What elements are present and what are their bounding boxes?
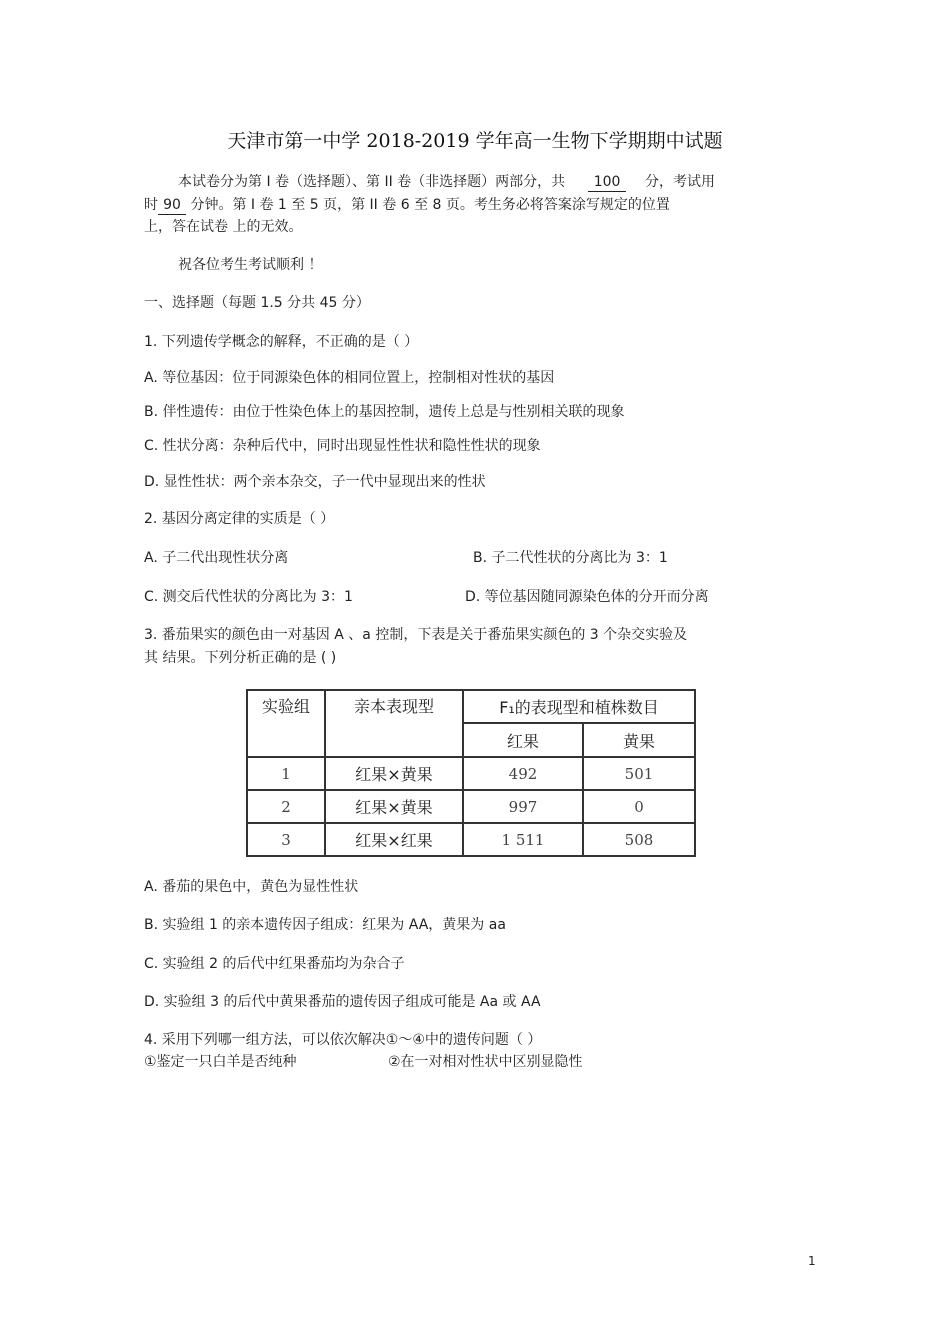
exam-title: 天津市第一中学 2018-2019 学年高一生物下学期期中试题 — [227, 130, 723, 152]
q3-option-d: D. 实验组 3 的后代中黄果番茄的遗传因子组成可能是 Aa 或 AA — [144, 994, 541, 1010]
row-group: 2 — [247, 790, 325, 823]
header-yellow: 黄果 — [583, 723, 695, 757]
intro-text-1a: 本试卷分为第 I 卷（选择题）、第 II 卷（非选择题）两部分，共 — [178, 174, 566, 190]
q1-stem: 1. 下列遗传学概念的解释，不正确的是（ ） — [144, 334, 419, 350]
intro-line-1 — [178, 173, 715, 192]
q4-stem: 4. 采用下列哪一组方法，可以依次解决①～④中的遗传问题（ ） — [144, 1032, 542, 1048]
row-red: 997 — [463, 790, 583, 823]
table-row — [247, 790, 695, 823]
row-yellow: 0 — [583, 790, 695, 823]
total-score: 100 — [588, 173, 626, 192]
section-heading: 一、选择题（每题 1.5 分共 45 分） — [144, 295, 370, 311]
tomato-cross-table — [246, 689, 696, 857]
row-parent: 红果×黄果 — [325, 757, 463, 790]
page-number: 1 — [808, 1254, 816, 1268]
row-red: 492 — [463, 757, 583, 790]
q3-option-c: C. 实验组 2 的后代中红果番茄均为杂合子 — [144, 956, 405, 972]
header-red: 红果 — [463, 723, 583, 757]
q2-option-c: C. 测交后代性状的分离比为 3：1 — [144, 589, 353, 605]
q1-option-a: A. 等位基因：位于同源染色体的相同位置上，控制相对性状的基因 — [144, 370, 555, 386]
q2-option-b: B. 子二代性状的分离比为 3：1 — [473, 550, 668, 566]
q1-option-d: D. 显性性状：两个亲本杂交，子一代中显现出来的性状 — [144, 474, 486, 490]
q3-stem-line-2: 其 结果。下列分析正确的是 ( ) — [144, 650, 337, 666]
exam-minutes: 90 — [158, 196, 186, 215]
q1-option-c: C. 性状分离：杂种后代中，同时出现显性性状和隐性性状的现象 — [144, 438, 541, 454]
intro-text-1b: 分，考试用 — [645, 174, 715, 190]
row-parent: 红果×黄果 — [325, 790, 463, 823]
table-row — [247, 823, 695, 856]
header-group: 实验组 — [247, 690, 325, 757]
intro-text-2b: 分钟。第 I 卷 1 至 5 页，第 II 卷 6 至 8 页。考生务必将答案涂写规定的位置 — [190, 197, 670, 213]
header-parent: 亲本表现型 — [325, 690, 463, 757]
q4-item-2: ②在一对相对性状中区别显隐性 — [388, 1054, 583, 1070]
q2-stem: 2. 基因分离定律的实质是（ ） — [144, 511, 335, 527]
q3-option-b: B. 实验组 1 的亲本遗传因子组成：红果为 AA，黄果为 aa — [144, 917, 506, 933]
table-row — [247, 757, 695, 790]
q2-option-a: A. 子二代出现性状分离 — [144, 550, 289, 566]
q3-option-a: A. 番茄的果色中，黄色为显性性状 — [144, 879, 359, 895]
row-parent: 红果×红果 — [325, 823, 463, 856]
q2-option-d: D. 等位基因随同源染色体的分开而分离 — [465, 589, 709, 605]
row-group: 1 — [247, 757, 325, 790]
row-group: 3 — [247, 823, 325, 856]
q4-item-1: ①鉴定一只白羊是否纯种 — [144, 1054, 297, 1070]
row-red: 1 511 — [463, 823, 583, 856]
q3-stem-line-1: 3. 番茄果实的颜色由一对基因 A 、a 控制，下表是关于番茄果实颜色的 3 个杂交实验及 — [144, 627, 688, 643]
intro-line-3: 上，答在试卷 上的无效。 — [144, 219, 303, 235]
good-luck-text: 祝各位考生考试顺利 ！ — [178, 257, 323, 273]
q1-option-b: B. 伴性遗传：由位于性染色体上的基因控制，遗传上总是与性别相关联的现象 — [144, 404, 625, 420]
row-yellow: 501 — [583, 757, 695, 790]
intro-text-2a: 时 — [144, 197, 158, 213]
intro-line-2 — [144, 196, 670, 215]
header-f1: F₁的表现型和植株数目 — [463, 690, 695, 723]
row-yellow: 508 — [583, 823, 695, 856]
